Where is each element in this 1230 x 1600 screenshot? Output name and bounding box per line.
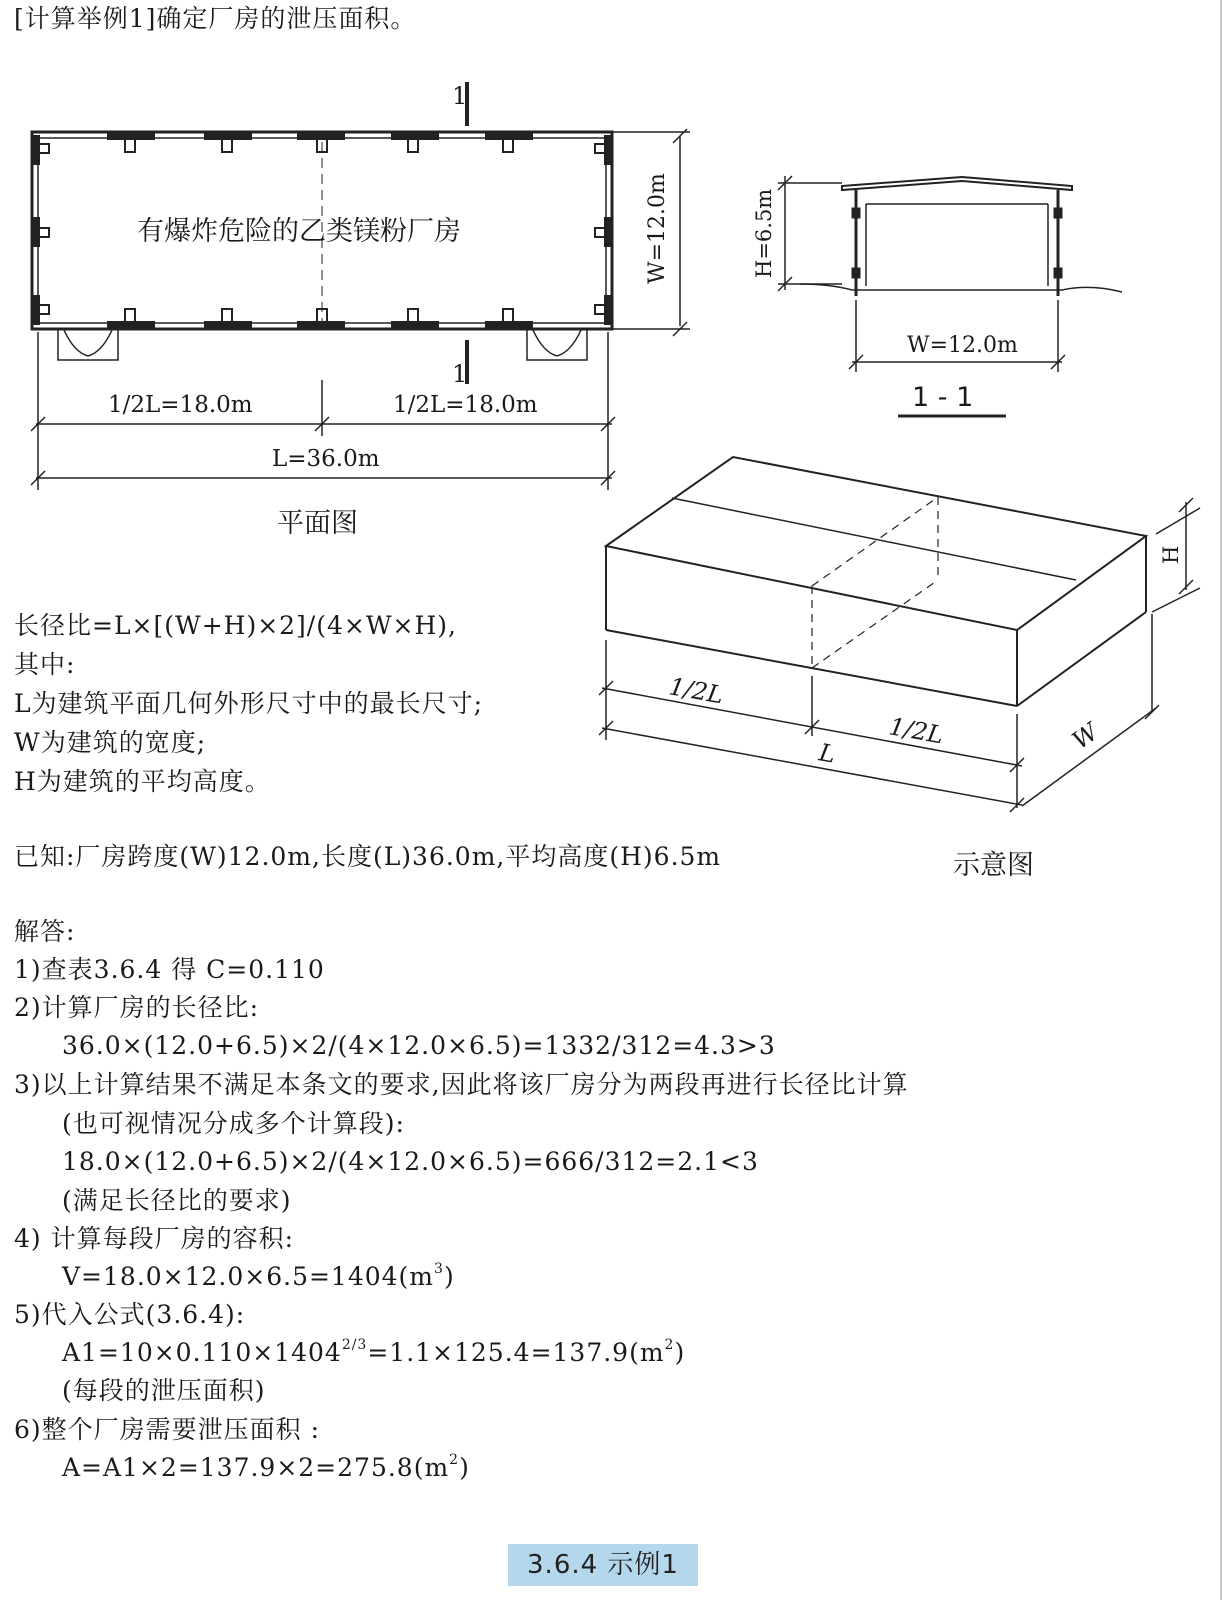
step-3-calculation: 18.0×(12.0+6.5)×2/(4×12.0×6.5)=666/312=2.1<3 <box>62 1147 759 1176</box>
iso-half-right-label: 1/2L <box>886 712 946 750</box>
w-definition: W为建筑的宽度; <box>14 728 207 757</box>
plan-caption: 平面图 <box>277 508 358 539</box>
step-3-note: (也可视情况分成多个计算段): <box>62 1109 405 1138</box>
section-mark-top: 1 <box>452 82 468 110</box>
section-mark-bottom: 1 <box>452 360 468 388</box>
building-label: 有爆炸危险的乙类镁粉厂房 <box>137 216 461 247</box>
iso-height-label: H <box>1159 545 1183 564</box>
step-6: 6)整个厂房需要泄压面积 : <box>14 1415 321 1444</box>
half-length-left-dimension: 1/2L=18.0m <box>108 392 253 418</box>
iso-length-label: L <box>816 738 838 769</box>
iso-half-left-label: 1/2L <box>666 672 726 710</box>
half-length-right-dimension: 1/2L=18.0m <box>393 392 538 418</box>
isometric-drawing <box>599 457 1200 812</box>
step-2: 2)计算厂房的长径比: <box>14 993 260 1022</box>
example-heading: [计算举例1]确定厂房的泄压面积。 <box>14 4 417 33</box>
section-width-dimension: W=12.0m <box>907 333 1018 358</box>
iso-caption: 示意图 <box>953 850 1034 881</box>
step-2-calculation: 36.0×(12.0+6.5)×2/(4×12.0×6.5)=1332/312=4.3>3 <box>62 1031 776 1060</box>
length-dimension: L=36.0m <box>272 446 380 472</box>
where-label: 其中: <box>14 650 76 679</box>
section-caption: 1 - 1 <box>912 382 974 413</box>
step-3: 3)以上计算结果不满足本条文的要求,因此将该厂房分为两段再进行长径比计算 <box>14 1070 909 1099</box>
l-definition: L为建筑平面几何外形尺寸中的最长尺寸; <box>14 689 484 718</box>
ratio-formula: 长径比=L×[(W+H)×2]/(4×W×H), <box>14 611 457 640</box>
step-4: 4) 计算每段厂房的容积: <box>14 1224 295 1253</box>
floor-plan-drawing <box>31 82 690 490</box>
step-5-note: (每段的泄压面积) <box>62 1376 266 1405</box>
step-5-calculation: $A1=10\times 0.110\times 1404^{2/3}=1.1\times 125.4=137.9(m^2)$ <box>62 1337 686 1367</box>
step-5: 5)代入公式(3.6.4): <box>14 1300 246 1329</box>
step-4-calculation: $V=18.0\times 12.0\times 6.5=1404(m^3)$ <box>62 1261 455 1291</box>
plan-width-dimension: W=12.0m <box>645 173 670 284</box>
solution-title: 解答: <box>14 917 76 946</box>
step-3-result: (满足长径比的要求) <box>62 1186 292 1215</box>
section-drawing <box>778 176 1122 416</box>
step-6-calculation: $A=A1\times 2=137.9\times 2=275.8(m^2)$ <box>62 1452 470 1482</box>
step-1: 1)查表3.6.4 得 C=0.110 <box>14 955 325 984</box>
section-height-dimension: H=6.5m <box>752 188 776 278</box>
figure-badge: 3.6.4 示例1 <box>508 1544 698 1586</box>
given-values: 已知:厂房跨度(W)12.0m,长度(L)36.0m,平均高度(H)6.5m <box>14 842 722 871</box>
h-definition: H为建筑的平均高度。 <box>14 767 271 796</box>
iso-width-label: W <box>1067 717 1104 755</box>
